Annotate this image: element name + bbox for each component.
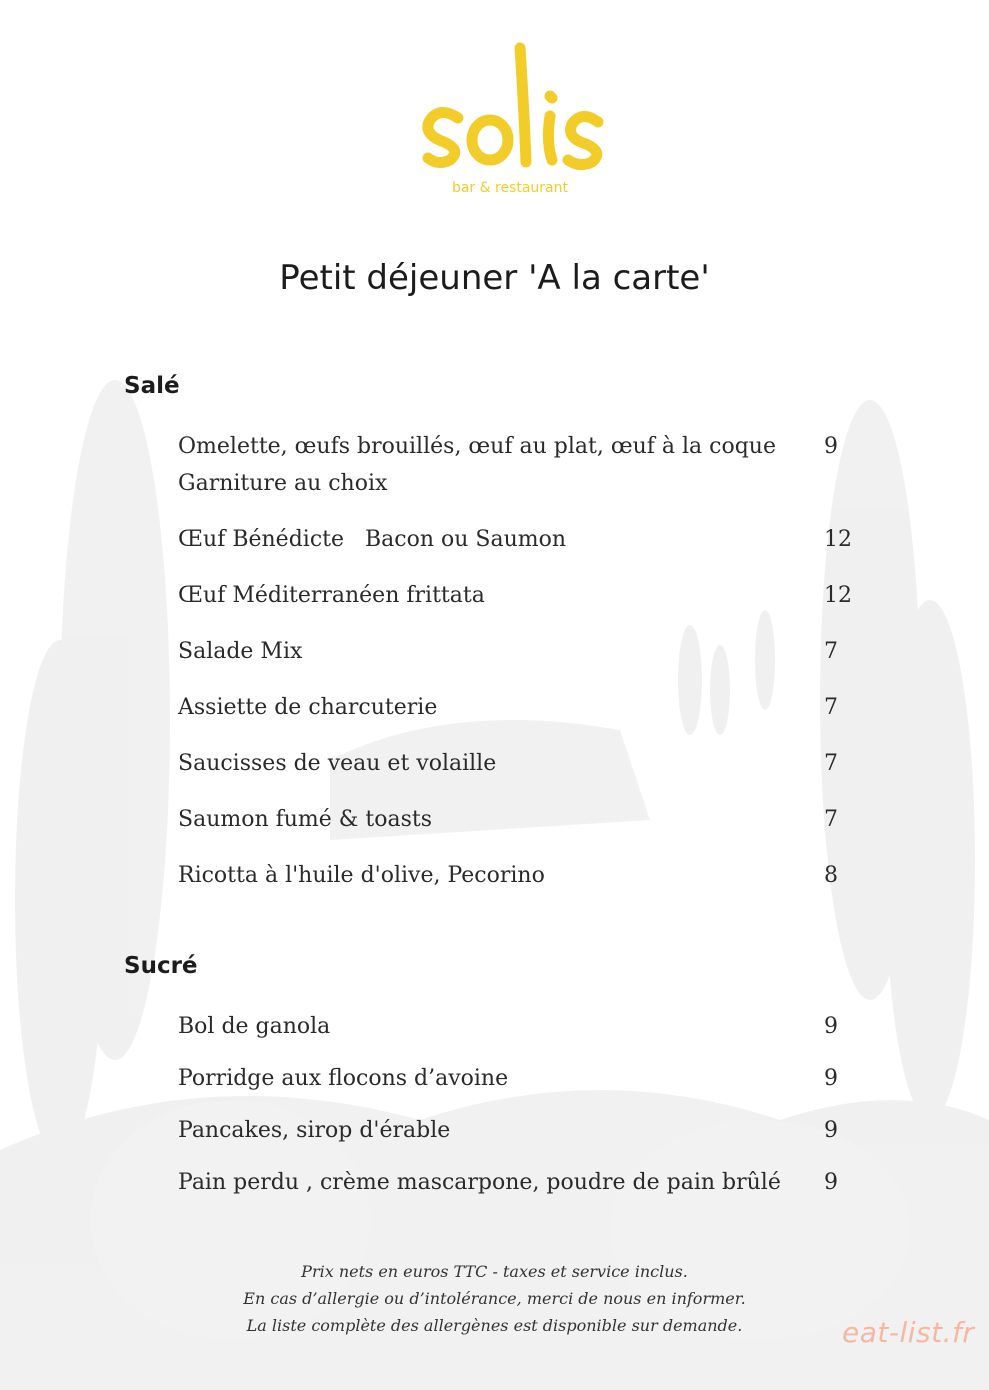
- item-name: Assiette de charcuterie: [178, 695, 438, 720]
- menu-item: [178, 1112, 858, 1149]
- menu-item: [178, 1164, 858, 1201]
- item-name: Œuf Bénédicte Bacon ou Saumon: [178, 527, 567, 552]
- page-title: Petit déjeuner 'A la carte': [279, 258, 710, 298]
- footer-line-prices: Prix nets en euros TTC - taxes et service inclus.: [301, 1262, 688, 1281]
- item-name: Ricotta à l'huile d'olive, Pecorino: [178, 863, 545, 888]
- item-price: 9: [824, 434, 838, 459]
- item-price: 9: [824, 1170, 838, 1195]
- menu-item: [178, 745, 858, 782]
- item-name: Pain perdu , crème mascarpone, poudre de pain brûlé: [178, 1170, 781, 1195]
- item-price: 12: [824, 527, 852, 552]
- menu-item: [178, 1060, 858, 1097]
- menu-item: [178, 428, 858, 502]
- footer-line-allergen-list: La liste complète des allergènes est disponible sur demande.: [246, 1316, 743, 1335]
- section-title-sucre: Sucré: [124, 953, 198, 979]
- item-name: Œuf Méditerranéen frittata: [178, 583, 485, 608]
- item-price: 7: [824, 751, 838, 776]
- item-price: 12: [824, 583, 852, 608]
- solis-logo: [400, 38, 620, 208]
- watermark: eat-list.fr: [842, 1316, 975, 1349]
- menu-item: [178, 521, 858, 558]
- menu-item: [178, 633, 858, 670]
- menu-item: [178, 801, 858, 838]
- logo-subtitle: bar & restaurant: [451, 180, 569, 196]
- item-price: 9: [824, 1066, 838, 1091]
- menu-item: [178, 577, 858, 614]
- footer-line-allergy: En cas d’allergie ou d’intolérance, merci de nous en informer.: [243, 1289, 746, 1308]
- menu-item: [178, 689, 858, 726]
- item-name: Saucisses de veau et volaille: [178, 751, 497, 776]
- section-title-sale: Salé: [124, 373, 180, 399]
- solis-logo-mark: [400, 38, 620, 178]
- item-price: 7: [824, 807, 838, 832]
- item-subtitle: Garniture au choix: [178, 471, 388, 496]
- item-price: 9: [824, 1014, 838, 1039]
- item-name: Porridge aux flocons d’avoine: [178, 1066, 509, 1091]
- menu-item: [178, 1008, 858, 1045]
- item-name: Bol de ganola: [178, 1014, 331, 1039]
- item-price: 9: [824, 1118, 838, 1143]
- item-name: Salade Mix: [178, 639, 303, 664]
- item-price: 7: [824, 639, 838, 664]
- footer-notes: [0, 1258, 989, 1339]
- item-price: 8: [824, 863, 838, 888]
- item-price: 7: [824, 695, 838, 720]
- item-name: Pancakes, sirop d'érable: [178, 1118, 451, 1143]
- item-name: Omelette, œufs brouillés, œuf au plat, œuf à la coque: [178, 434, 776, 459]
- menu-item: [178, 857, 858, 894]
- item-name: Saumon fumé & toasts: [178, 807, 433, 832]
